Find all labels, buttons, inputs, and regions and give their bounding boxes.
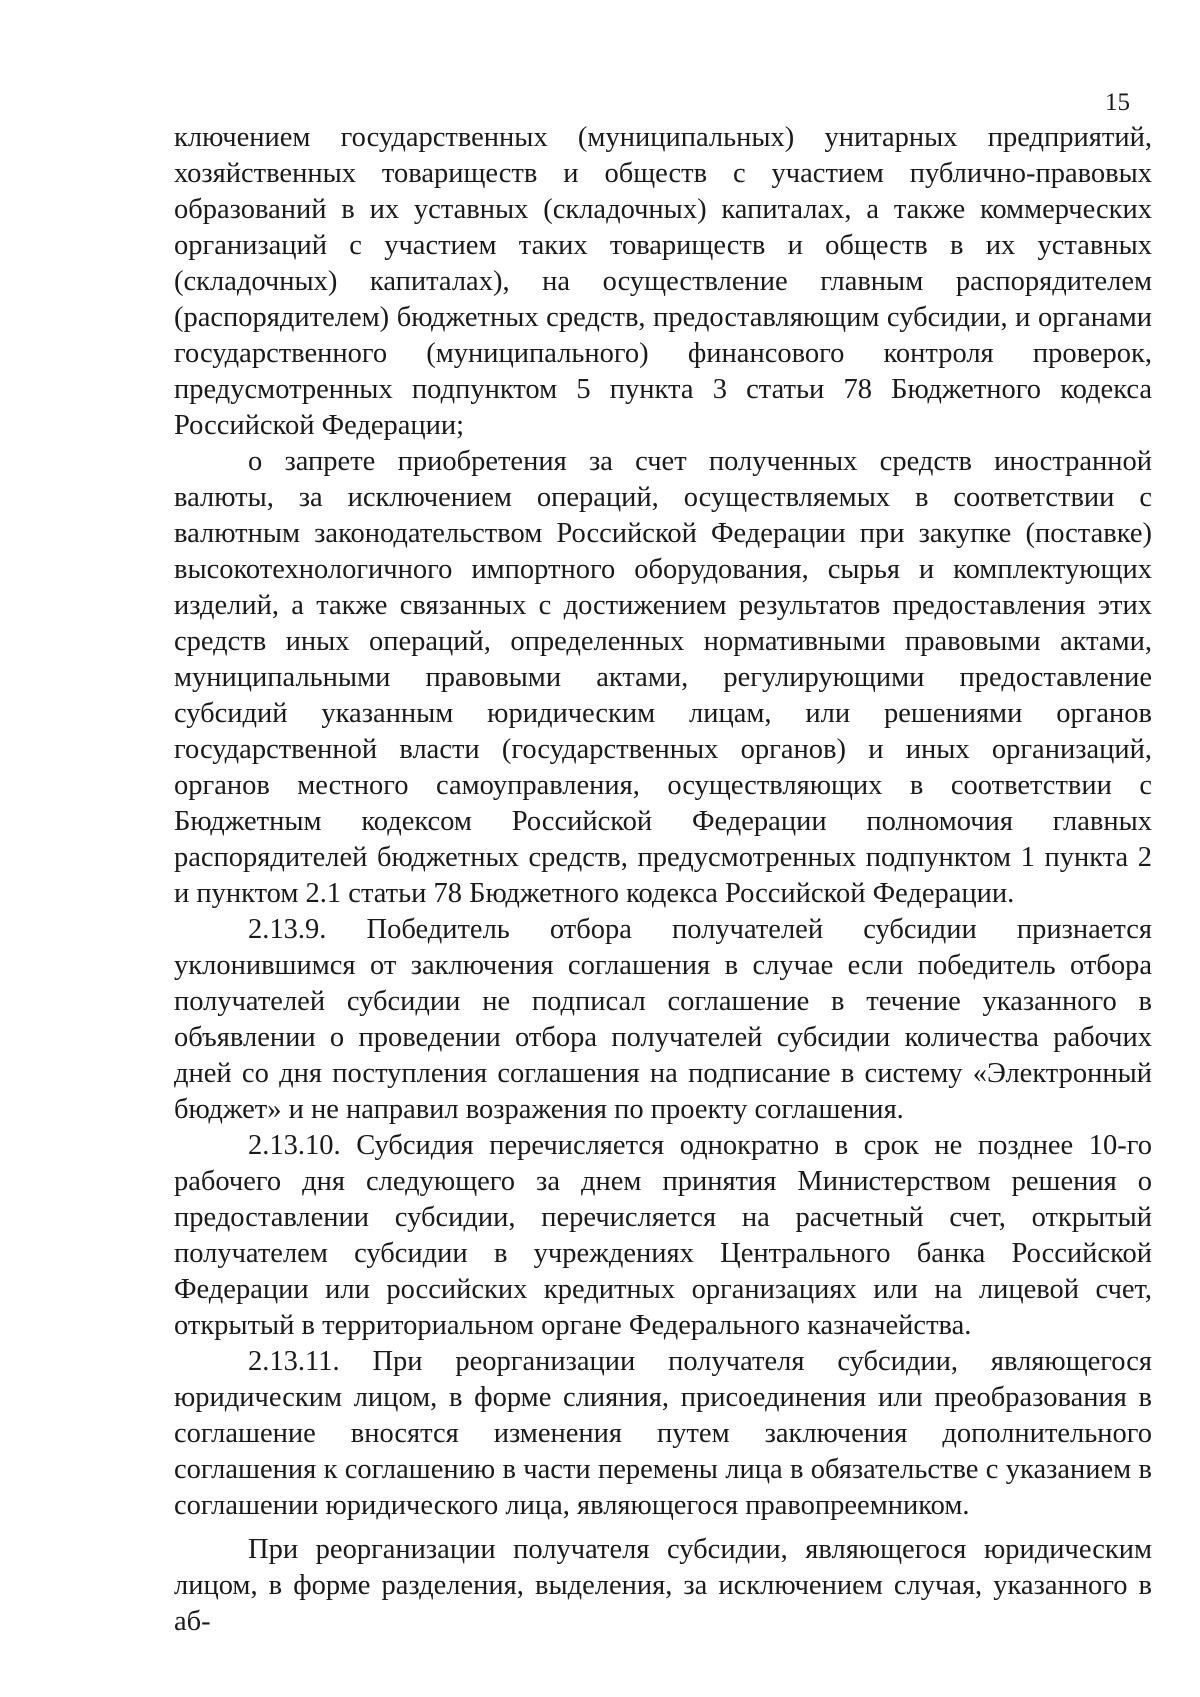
page-number: 15 [1105,89,1130,116]
paragraph-2-13-9: 2.13.9. Победитель отбора получателей субсидии признается уклонившимся от заключения соглашения в случае если победитель отбора получателей субсидии не подписал соглашение в течение указанного в объявлении о проведении отбора получателей субсидии количества рабочих дней со дня поступления соглашения на подписание в систему «Электронный бюджет» и не направил возражения по проекту соглашения. [174,914,1152,1125]
paragraph-currency-ban: о запрете приобретения за счет полученных средств иностранной валюты, за исключением операций, осуществляемых в соответствии с валютным законодательством Российской Федерации при закупке (поставке) высокотехнологичного импортного оборудования, сырья и комплектующих изделий, а также связанных с достижением результатов предоставления этих средств иных операций, определенных нормативными правовыми актами, муниципальными правовыми актами, регулирующими предоставление субсидий указанным юридическим лицам, или решениями органов государственной власти (государственных органов) и иных организаций, органов местного самоуправления, осуществляющих в соответствии с Бюджетным кодексом Российской Федерации полномочия главных распорядителей бюджетных средств, предусмотренных подпунктом 1 пункта 2 и пунктом 2.1 статьи 78 Бюджетного кодекса Российской Федерации. [174,446,1152,909]
paragraph-continuation: ключением государственных (муниципальных) унитарных предприятий, хозяйственных товариществ и обществ с участием публично-правовых образований в их уставных (складочных) капиталах, а также коммерческих организаций с участием таких товариществ и обществ в их уставных (складочных) капиталах), на осуществление главным распорядителем (распорядителем) бюджетных средств, предоставляющим субсидии, и органами государственного (муниципального) финансового контроля проверок, предусмотренных подпунктом 5 пункта 3 статьи 78 Бюджетного кодекса Российской Федерации; [174,122,1152,441]
document-body [174,120,1152,1640]
paragraph-2-13-10: 2.13.10. Субсидия перечисляется однократно в срок не позднее 10-го рабочего дня следующего за днем принятия Министерством решения о предоставлении субсидии, перечисляется на расчетный счет, открытый получателем субсидии в учреждениях Центрального банка Российской Федерации или российских кредитных организациях или на лицевой счет, открытый в территориальном органе Федерального казначейства. [174,1130,1152,1341]
paragraph-2-13-11: 2.13.11. При реорганизации получателя субсидии, являющегося юридическим лицом, в форме слияния, присоединения или преобразования в соглашение вносятся изменения путем заключения дополнительного соглашения к соглашению в части перемены лица в обязательстве с указанием в соглашении юридического лица, являющегося правопреемником. [174,1346,1152,1521]
paragraph-reorganization: При реорганизации получателя субсидии, являющегося юридическим лицом, в форме разделения, выделения, за исключением случая, указанного в аб- [174,1534,1152,1637]
